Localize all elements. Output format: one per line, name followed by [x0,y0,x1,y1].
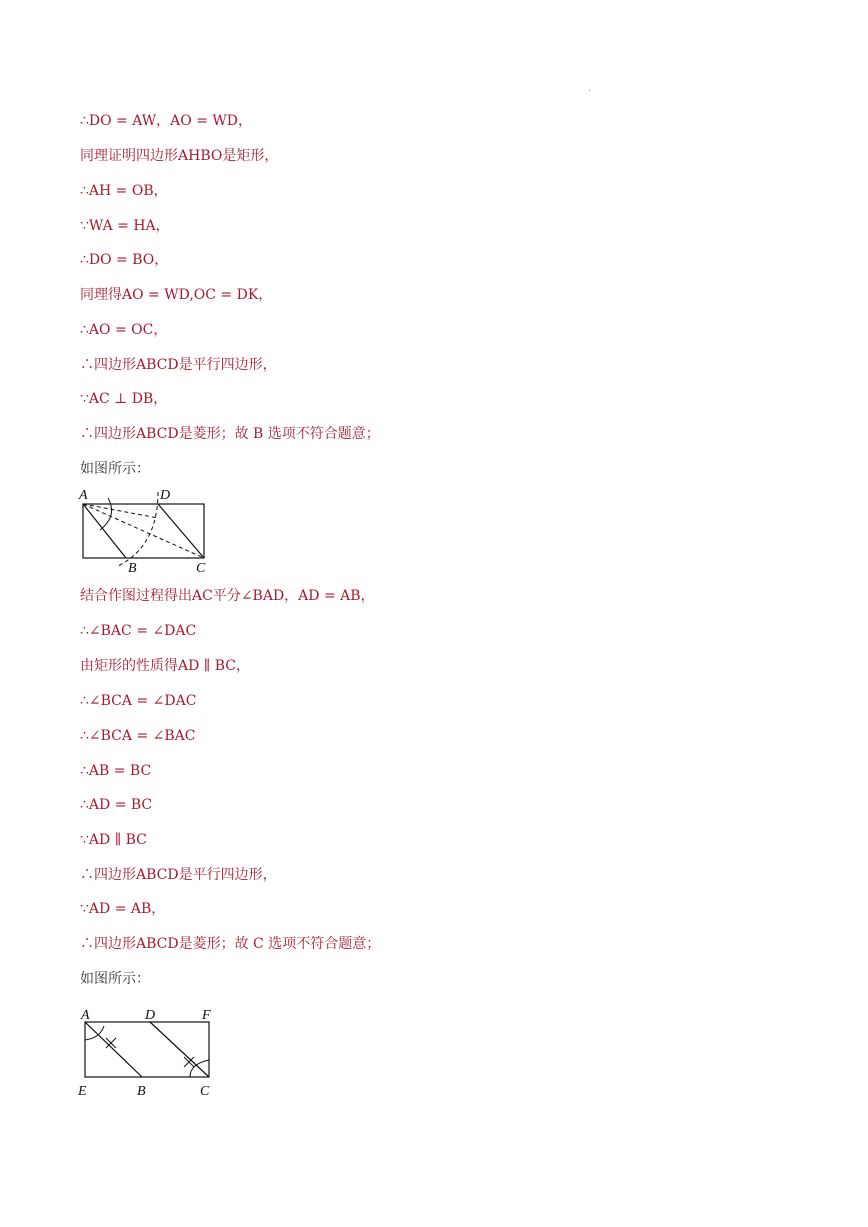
segment-dc [158,504,204,558]
text-line: ∵AC ⊥ DB， [80,391,168,407]
text-line: ∵AD ∥ BC [80,832,147,848]
text-line: ∴AB = BC [80,763,152,779]
text-line: ∴AH = OB， [80,183,168,199]
text-line: 结合作图过程得出AC平分∠BAD，AD = AB， [80,588,375,604]
label-d: D [145,1008,156,1023]
segment-ab [83,504,126,558]
text-line: ∵WA = HA， [80,218,170,234]
label-c: C [196,561,206,576]
diagonal-ac [83,504,204,558]
label-f: F [202,1008,211,1023]
text-line: 同理得AO = WD,OC = DK， [80,287,273,303]
text-line: ∴∠BCA = ∠BAC [80,728,196,744]
text-line: ∴四边形ABCD是菱形；故 C 选项不符合题意； [80,936,381,952]
page-mark [589,90,590,91]
text-line: 同理证明四边形AHBO是矩形， [80,148,279,164]
figure-rectangle-construction-2 [78,1004,228,1100]
label-b: B [128,561,137,576]
dashed-line [83,504,158,518]
text-line: ∴四边形ABCD是平行四边形， [80,867,277,883]
text-line: ∴AO = OC， [80,322,168,338]
text-line: 由矩形的性质得AD ∥ BC， [80,658,250,674]
text-line: ∴∠BCA = ∠DAC [80,693,197,709]
label-c: C [200,1084,210,1099]
segment-ab [85,1022,142,1077]
label-d: D [160,488,171,503]
text-line: ∵AD = AB， [80,901,166,917]
text-line: 如图所示： [80,461,150,477]
text-line: 如图所示： [80,971,150,987]
text-line: ∴DO = AW，AO = WD， [80,113,253,129]
segment-dc [150,1022,209,1077]
text-line: ∴DO = BO， [80,252,169,268]
rectangle [85,1022,209,1077]
text-line: ∴四边形ABCD是菱形；故 B 选项不符合题意； [80,426,380,442]
label-a: A [81,1008,90,1023]
label-b: B [137,1084,146,1099]
label-a: A [79,488,88,503]
text-line: ∴四边形ABCD是平行四边形， [80,357,277,373]
text-line: ∴AD = BC [80,797,153,813]
label-e: E [78,1084,87,1099]
text-line: ∴∠BAC = ∠DAC [80,623,197,639]
figure-rectangle-construction-1 [78,486,218,576]
